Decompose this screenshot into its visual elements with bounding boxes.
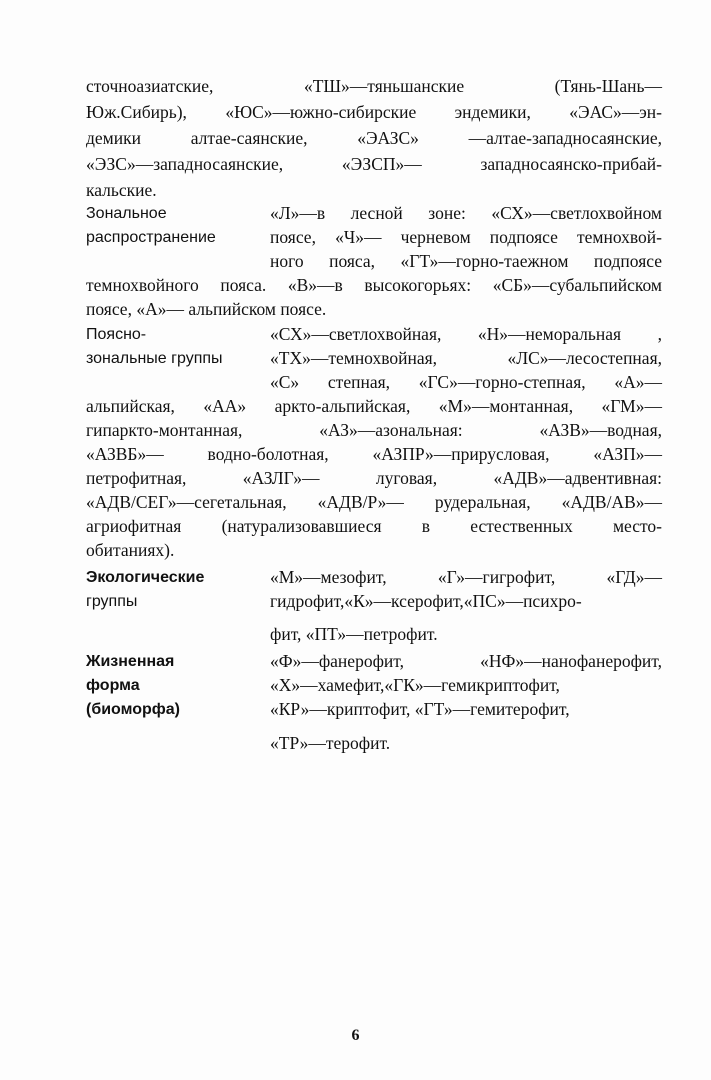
lifeform-definition-line: «КР»—криптофит, «ГТ»—гемитерофит,	[270, 699, 570, 719]
lifeform-term: форма	[86, 677, 140, 694]
zonal-continuation-line: поясе, «А»— альпийском поясе.	[86, 299, 327, 319]
belt-continuation-line: альпийская, «АА» аркто-альпийская, «М»—монтанная, «ГМ»—	[86, 396, 662, 416]
ecological-definition-line: фит, «ПТ»—петрофит.	[270, 624, 438, 644]
page-number: 6	[351, 1027, 360, 1044]
lifeform-term: Жизненная	[86, 653, 175, 670]
belt-continuation-line: агриофитная (натурализовавшиеся в естественных место-	[86, 516, 662, 536]
zonal-continuation-line: темнохвойного пояса. «В»—в высокогорьях: «СБ»—субальпийском	[86, 275, 662, 295]
belt-definition-line: «С» степная, «ГС»—горно-степная, «А»—	[270, 372, 662, 392]
intro-line: демики алтае-саянские, «ЭАЗС» —алтае-западносаянские,	[86, 128, 662, 148]
intro-line: сточноазиатские, «ТШ»—тяньшанские (Тянь-Шань—	[86, 76, 662, 96]
zonal-term: Зональное	[86, 205, 167, 222]
belt-continuation-line: «АЗВБ»— водно-болотная, «АЗПР»—прирусловая, «АЗП»—	[86, 444, 662, 464]
zonal-definition-line: поясе, «Ч»— черневом подпоясе темнохвой-	[270, 227, 662, 247]
belt-term: зональные группы	[86, 350, 223, 367]
ecological-definition-line: гидрофит,«К»—ксерофит,«ПС»—психро-	[270, 591, 582, 611]
intro-line: «ЭЗС»—западносаянские, «ЭЗСП»— западносаянско-прибай-	[86, 154, 662, 174]
zonal-definition-line: ного пояса, «ГТ»—горно-таежном подпоясе	[270, 251, 662, 271]
belt-definition-line: «СХ»—светлохвойная, «Н»—неморальная ,	[270, 324, 662, 344]
ecological-term: группы	[86, 593, 138, 610]
belt-term: Поясно-	[86, 326, 147, 343]
ecological-definition-line: «М»—мезофит, «Г»—гигрофит, «ГД»—	[270, 567, 662, 587]
belt-continuation-line: петрофитная, «АЗЛГ»— луговая, «АДВ»—адвентивная:	[86, 468, 662, 488]
lifeform-term: (биоморфа)	[86, 701, 181, 718]
intro-line: кальские.	[86, 180, 157, 200]
lifeform-definition-line: «Ф»—фанерофит, «НФ»—нанофанерофит,	[270, 651, 662, 671]
zonal-definition-line: «Л»—в лесной зоне: «СХ»—светлохвойном	[270, 203, 662, 223]
belt-definition-line: «ТХ»—темнохвойная, «ЛС»—лесостепная,	[270, 348, 662, 368]
zonal-term: распространение	[86, 229, 216, 246]
intro-line: Юж.Сибирь), «ЮС»—южно-сибирские эндемики, «ЭАС»—эн-	[86, 102, 662, 122]
belt-continuation-line: обитаниях).	[86, 540, 175, 560]
lifeform-definition-line: «Х»—хамефит,«ГК»—гемикриптофит,	[270, 675, 560, 695]
ecological-term: Экологические	[86, 569, 205, 586]
belt-continuation-line: гипаркто-монтанная, «АЗ»—азональная: «АЗВ»—водная,	[86, 420, 662, 440]
lifeform-definition-line: «ТР»—терофит.	[270, 733, 391, 753]
belt-continuation-line: «АДВ/СЕГ»—сегетальная, «АДВ/Р»— рудеральная, «АДВ/АВ»—	[86, 492, 662, 512]
